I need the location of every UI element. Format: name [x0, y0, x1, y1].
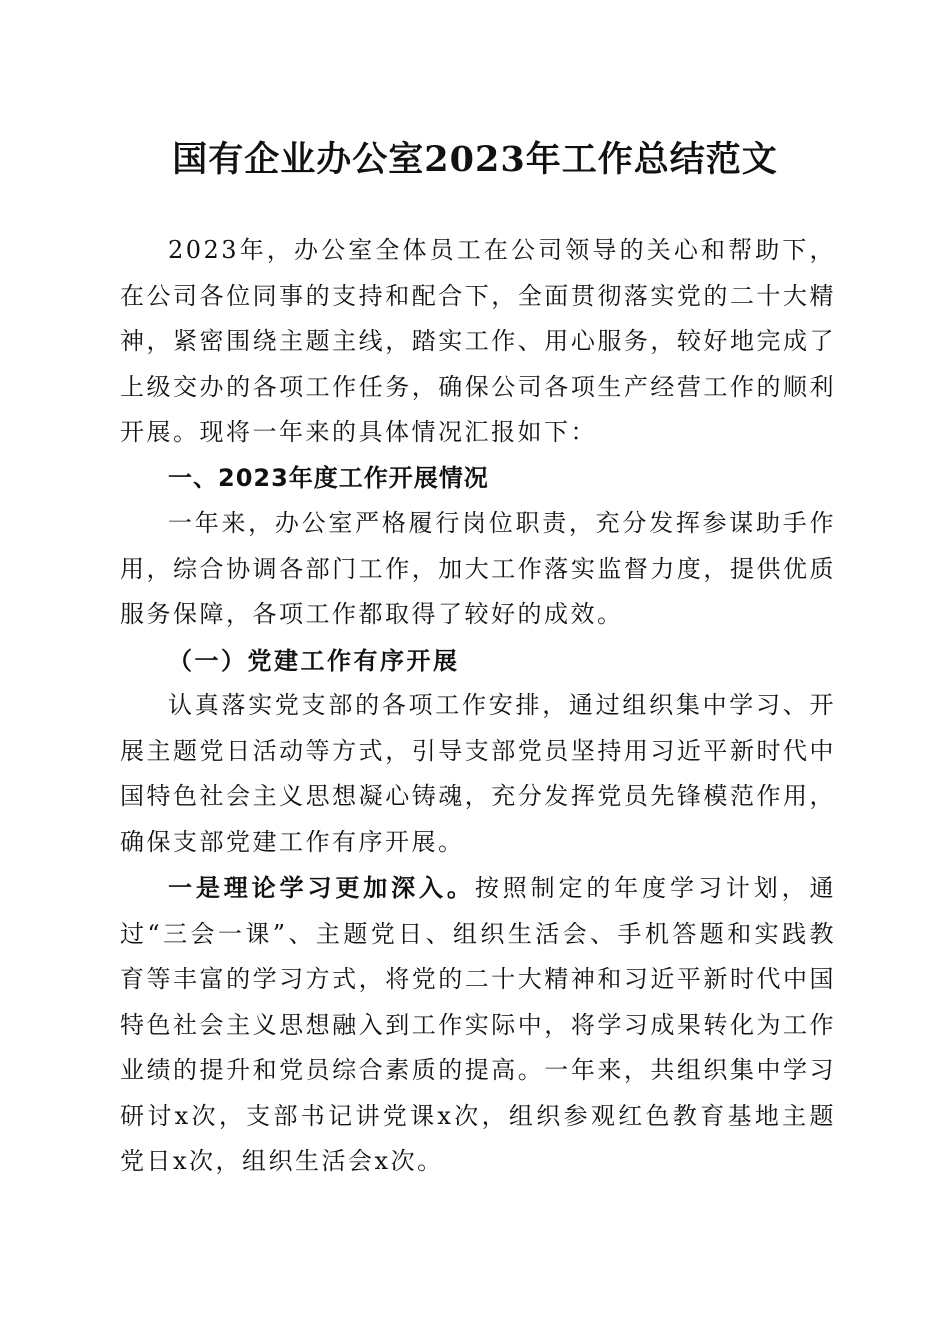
document-body [120, 228, 836, 1185]
point-1-lead: 一是理论学习更加深入。 [168, 873, 475, 902]
section-heading-1: 一、2023年度工作开展情况 [168, 463, 489, 492]
document-title: 国有企业办公室2023年工作总结范文 [172, 139, 778, 180]
point-1-paragraph [120, 865, 836, 1185]
subsection-1-paragraph: 认真落实党支部的各项工作安排，通过组织集中学习、开展主题党日活动等方式，引导支部党员坚持用习近平新时代中国特色社会主义思想凝心铸魂，充分发挥党员先锋模范作用，确保支部党建工作有序开展。 [120, 691, 836, 856]
subsection-heading-1: （一）党建工作有序开展 [168, 645, 460, 675]
intro-paragraph: 2023年，办公室全体员工在公司领导的关心和帮助下，在公司各位同事的支持和配合下，全面贯彻落实党的二十大精神，紧密围绕主题主线，踏实工作、用心服务，较好地完成了上级交办的各项工作任务，确保公司各项生产经营工作的顺利开展。现将一年来的具体情况汇报如下： [120, 236, 836, 446]
point-1-text: 按照制定的年度学习计划，通过“三会一课”、主题党日、组织生活会、手机答题和实践教育等丰富的学习方式，将党的二十大精神和习近平新时代中国特色社会主义思想融入到工作实际中，将学习成果转化为工作业绩的提升和党员综合素质的提高。一年来，共组织集中学习研讨x次，支部书记讲党课x次，组织参观红色教育基地主题党日x次，组织生活会x次。 [120, 874, 837, 1175]
section-1-paragraph: 一年来，办公室严格履行岗位职责，充分发挥参谋助手作用，综合协调各部门工作，加大工作落实监督力度，提供优质服务保障，各项工作都取得了较好的成效。 [120, 509, 836, 628]
